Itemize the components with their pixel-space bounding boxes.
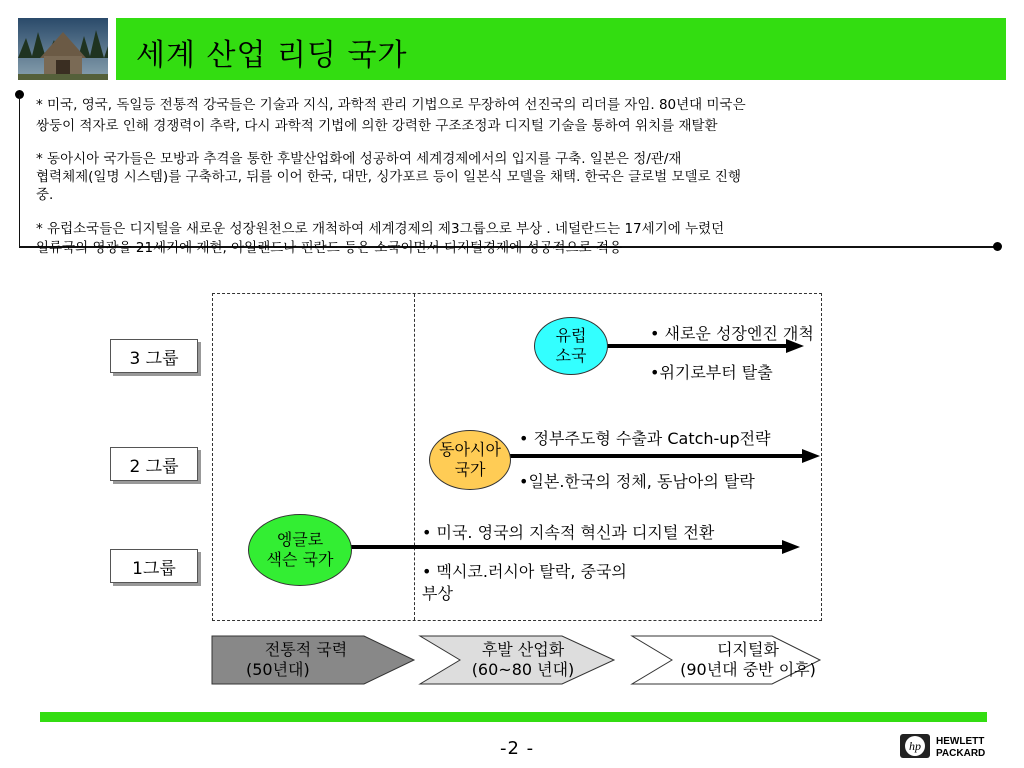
- europe-label-bottom: •위기로부터 탈출: [650, 363, 773, 382]
- hp-logo-line1: HEWLETT: [936, 736, 985, 747]
- bullet-2-line-2: 협력체제(일명 시스템)를 구축하고, 뒤를 이어 한국, 대만, 싱가포르 등이 일본식 모델을 채택. 한국은 글로벌 모델로 진행: [36, 169, 741, 185]
- stage-3-label-line2: (90년대 중반 이후): [680, 660, 816, 679]
- group-2-box: 2 그룹: [110, 447, 198, 481]
- bullet-2-line-1: * 동아시아 국가들은 모방과 추격을 통한 후발산업화에 성공하여 세계경제에서의 입지를 구축. 일본은 정/관/재: [36, 151, 682, 167]
- anglo-label-top: • 미국. 영국의 지속적 혁신과 디지털 전환: [422, 523, 715, 542]
- stage-1-label-line2: (50년대): [246, 660, 310, 679]
- bullet-3-line-1: * 유럽소국들은 디지털을 새로운 성장원천으로 개척하여 세계경제의 제3그룹으로 부상 . 네덜란드는 17세기에 누렸던: [36, 221, 725, 237]
- stage-2-label-line1: 후발 산업화: [481, 640, 565, 659]
- stage-3-label: [660, 640, 836, 680]
- eastasia-label-top: • 정부주도형 수출과 Catch-up전략: [519, 429, 771, 448]
- stage-1-label-line1: 전통적 국력: [264, 640, 348, 659]
- anglo-label-bottom-2: 부상: [422, 584, 453, 603]
- bullet-1-line-2: 쌍둥이 적자로 인해 경쟁력이 추락, 다시 과학적 기법에 의한 강력한 구조조정과 디지털 기술을 통하여 위치를 재탈환: [36, 118, 718, 134]
- stage-2-label-line2: (60~80 년대): [471, 660, 575, 679]
- anglo-label-bottom-1: • 멕시코.러시아 탈락, 중국의: [422, 562, 627, 581]
- anglo-ellipse-line1: 엥글로: [276, 530, 324, 549]
- hp-logo: [898, 731, 1018, 761]
- bullet-3-line-2: 일류국의 영광을 21세기에 재현, 아일랜드나 핀란드 등은 소국이면서 디지털경제에 성공적으로 적응: [36, 240, 623, 256]
- europe-ellipse-line1: 유럽: [555, 326, 587, 345]
- hp-logo-line2: PACKARD: [936, 748, 986, 759]
- eastasia-ellipse-line2: 국가: [454, 460, 486, 479]
- stage-1-label: [236, 640, 376, 680]
- page-number: -2 -: [500, 738, 535, 759]
- footer-bar: [40, 712, 987, 722]
- stage-2-label: [450, 640, 596, 680]
- hp-logo-mark: hp: [909, 739, 921, 753]
- group-1-box: 1그룹: [110, 549, 198, 583]
- stage-3-label-line1: 디지털화: [717, 640, 779, 659]
- bullet-1-line-1: * 미국, 영국, 독일등 전통적 강국들은 기술과 지식, 과학적 관리 기법으로 무장하여 선진국의 리더를 자임. 80년대 미국은: [36, 97, 746, 113]
- eastasia-label-bottom: •일본.한국의 정체, 동남아의 탈락: [519, 472, 755, 491]
- hp-logo-icon: [898, 731, 1018, 761]
- anglo-ellipse-line2: 색슨 국가: [266, 550, 334, 569]
- europe-label-top: • 새로운 성장엔진 개척: [650, 324, 814, 343]
- slide-title: 세계 산업 리딩 국가: [136, 38, 408, 73]
- europe-ellipse-line2: 소국: [555, 346, 587, 365]
- bullet-2-line-3: 중.: [36, 187, 54, 203]
- group-3-box: 3 그룹: [110, 339, 198, 373]
- eastasia-ellipse-line1: 동아시아: [439, 440, 501, 459]
